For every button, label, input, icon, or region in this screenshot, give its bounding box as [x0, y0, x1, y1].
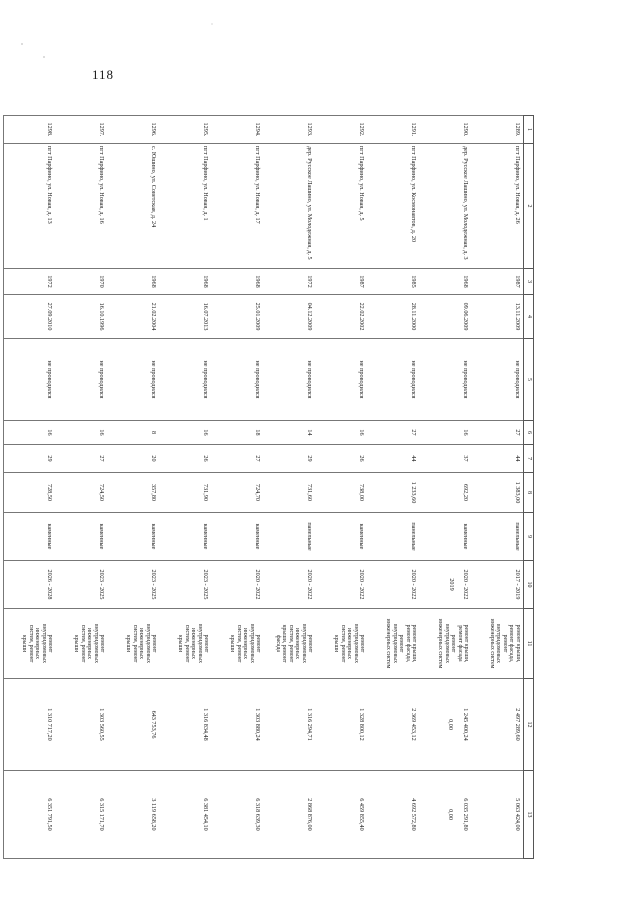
work-item: фасада: [274, 634, 281, 653]
cost-value: 1 303 560,55: [98, 708, 106, 741]
cost-value: 2 369 453,12: [410, 708, 418, 741]
works-list-cell: [264, 609, 316, 679]
work-item: инженерных: [86, 627, 93, 660]
work-item: систем, ремонт: [79, 624, 86, 663]
privatization-status-cell: не проводился: [264, 339, 316, 421]
address-cell: с. Юшино, ул. Советская, д. 24: [108, 144, 160, 269]
total-area-cell: 731,60: [264, 473, 316, 513]
flats-count-cell: 14: [264, 421, 316, 445]
wall-material-cell: панельные: [472, 513, 524, 561]
work-item: ремонт крыши,: [411, 624, 418, 663]
total-cost-cell: [56, 771, 108, 859]
work-item: ремонт: [203, 634, 210, 653]
total-cost-value: 6 459 855,40: [358, 798, 366, 831]
residents-count-cell: 26: [316, 445, 368, 473]
repair-period-cell: 2023 - 2025: [108, 561, 160, 609]
flats-count-cell: 27: [472, 421, 524, 445]
work-item: внутридомовых: [40, 623, 47, 664]
total-area-cell: 738,00: [316, 473, 368, 513]
scan-speck: [43, 56, 44, 57]
total-cost-value: [454, 773, 462, 856]
works-list-cell: [160, 609, 212, 679]
work-item: внутридомовых: [495, 623, 502, 664]
work-item: систем, ремонт: [287, 624, 294, 663]
work-item: внутридомовых: [144, 623, 151, 664]
privatization-status-cell: не проводился: [56, 339, 108, 421]
column-header-12: 12: [524, 679, 534, 771]
table-row: [264, 116, 316, 859]
work-item: внутридомовых: [443, 623, 450, 664]
total-cost-value: 6 318 639,30: [254, 798, 262, 831]
registration-date-cell: 04.12.2009: [264, 295, 316, 339]
column-header-8: 8: [524, 473, 534, 513]
work-item: ремонт крыши,: [463, 624, 470, 663]
row-number-cell: 1294.: [212, 116, 264, 144]
work-item: крыши: [125, 634, 132, 653]
work-item: инженерных: [242, 627, 249, 660]
total-cost-cell: [420, 771, 472, 859]
build-year-cell: 1968: [420, 269, 472, 295]
wall-material-cell: каменные: [212, 513, 264, 561]
address-cell: пгт Парфино, ул. Новая, д. 26: [472, 144, 524, 269]
column-header-1: 1: [524, 116, 534, 144]
total-cost-value: 6 351 791,50: [46, 798, 54, 831]
work-item: крыши: [73, 634, 80, 653]
repair-program-table: [3, 115, 534, 859]
total-cost-cell: [316, 771, 368, 859]
registration-date-cell: 16.10.1996: [56, 295, 108, 339]
residents-count-cell: 44: [368, 445, 420, 473]
repair-period-cell: 2020 - 2022: [212, 561, 264, 609]
row-number-cell: 1292.: [316, 116, 368, 144]
total-area-cell: 357,80: [108, 473, 160, 513]
work-item: инженерных: [346, 627, 353, 660]
work-item: внутридомовых: [300, 623, 307, 664]
table-row: [420, 116, 472, 859]
repair-period-cell: 2023 - 2025: [160, 561, 212, 609]
cost-value: 0,00: [447, 719, 455, 730]
work-item: крыши: [21, 634, 28, 653]
privatization-status-cell: не проводился: [368, 339, 420, 421]
registration-date-cell: 16.07.2013: [160, 295, 212, 339]
work-item: крыши: [229, 634, 236, 653]
address-cell: пгт Парфино, ул. Новая, д. 1: [160, 144, 212, 269]
header-row: [524, 116, 534, 859]
cost-value: 1 328 800,12: [358, 708, 366, 741]
column-header-6: 6: [524, 421, 534, 445]
row-number-cell: 1297.: [56, 116, 108, 144]
total-cost-cell: [4, 771, 56, 859]
column-header-4: 4: [524, 295, 534, 339]
works-list-cell: [56, 609, 108, 679]
address-cell: пгт Парфино, ул. Новая, д. 5: [316, 144, 368, 269]
residents-count-cell: 29: [4, 445, 56, 473]
row-number-cell: 1295.: [160, 116, 212, 144]
total-area-cell: 731,90: [160, 473, 212, 513]
table-row: [316, 116, 368, 859]
repair-period-line: 2020 - 2022: [462, 569, 470, 600]
row-number-cell: 1290.: [420, 116, 472, 144]
work-item: инженерных: [294, 627, 301, 660]
column-header-10: 10: [524, 561, 534, 609]
works-list-cell: [4, 609, 56, 679]
works-list-cell: [108, 609, 160, 679]
privatization-status-cell: не проводился: [212, 339, 264, 421]
table-row: [472, 116, 524, 859]
work-item: систем, ремонт: [183, 624, 190, 663]
cost-cell: [420, 679, 472, 771]
registration-date-cell: 28.11.2000: [368, 295, 420, 339]
build-year-cell: 1987: [472, 269, 524, 295]
build-year-cell: 1968: [160, 269, 212, 295]
work-item: инженерных: [138, 627, 145, 660]
cost-cell: [108, 679, 160, 771]
works-list-cell: [212, 609, 264, 679]
address-cell: пгт Парфино, ул. Новая, д. 16: [56, 144, 108, 269]
work-item: ремонт крыши,: [515, 624, 521, 663]
work-item: ремонт фасада,: [508, 624, 515, 663]
flats-count-cell: 8: [108, 421, 160, 445]
cost-value: 1 310 717,20: [46, 708, 54, 741]
row-number-cell: 1296.: [108, 116, 160, 144]
repair-period-cell: 2017 - 2019: [472, 561, 524, 609]
residents-count-cell: 44: [472, 445, 524, 473]
residents-count-cell: 26: [160, 445, 212, 473]
work-item: ремонт фасада,: [404, 624, 411, 663]
work-item: систем, ремонт: [339, 624, 346, 663]
build-year-cell: 1970: [56, 269, 108, 295]
flats-count-cell: 16: [160, 421, 212, 445]
table-row: [368, 116, 420, 859]
residents-count-cell: 29: [264, 445, 316, 473]
privatization-status-cell: не проводился: [472, 339, 524, 421]
work-item: внутридомовых: [196, 623, 203, 664]
cost-cell: [160, 679, 212, 771]
work-item: систем, ремонт: [235, 624, 242, 663]
total-cost-value: 2 868 876,00: [306, 798, 314, 831]
flats-count-cell: 16: [420, 421, 472, 445]
table-row: [212, 116, 264, 859]
work-item: ремонт: [398, 634, 405, 653]
works-list-cell: [472, 609, 524, 679]
scan-speck: [21, 43, 22, 44]
repair-period-cell: 2020 - 2022: [368, 561, 420, 609]
repair-period-line: [455, 563, 462, 606]
work-item: инженерных систем: [385, 618, 392, 669]
total-cost-value: 3 119 658,20: [150, 798, 158, 831]
build-year-cell: 1968: [212, 269, 264, 295]
work-item: ремонт: [501, 634, 508, 653]
work-item: инженерных: [34, 627, 41, 660]
registration-date-cell: 09.06.2009: [420, 295, 472, 339]
registration-date-cell: 21.02.2004: [108, 295, 160, 339]
work-item: систем, ремонт: [27, 624, 34, 663]
work-item: ремонт: [151, 634, 158, 653]
work-item: крыши: [333, 634, 340, 653]
rotated-table-container: [21, 115, 534, 858]
total-cost-cell: [368, 771, 420, 859]
privatization-status-cell: не проводился: [108, 339, 160, 421]
total-area-cell: 1 383,00: [472, 473, 524, 513]
table-row: [4, 116, 56, 859]
flats-count-cell: 27: [368, 421, 420, 445]
address-cell: пгт Парфино, ул. Космонавтов, д. 20: [368, 144, 420, 269]
address-cell: пгт Парфино, ул. Новая, д. 17: [212, 144, 264, 269]
table-body: [4, 116, 524, 859]
work-item: ремонт: [255, 634, 262, 653]
cost-cell: [264, 679, 316, 771]
registration-date-cell: 25.01.2009: [212, 295, 264, 339]
page-number: 118: [92, 67, 115, 82]
work-item: внутридомовых: [248, 623, 255, 664]
column-header-7: 7: [524, 445, 534, 473]
work-item: ремонт: [99, 634, 106, 653]
total-cost-cell: [264, 771, 316, 859]
total-area-cell: 724,70: [212, 473, 264, 513]
cost-value: 643 753,76: [150, 710, 158, 739]
cost-value: 1 316 834,48: [202, 708, 210, 741]
total-cost-value: 5 063 424,00: [514, 798, 521, 831]
total-area-cell: 1 233,60: [368, 473, 420, 513]
rotated-page-area: [21, 115, 534, 858]
wall-material-cell: каменные: [316, 513, 368, 561]
privatization-status-cell: не проводился: [316, 339, 368, 421]
column-header-5: 5: [524, 339, 534, 421]
build-year-cell: 1968: [108, 269, 160, 295]
cost-value: 1 316 294,71: [306, 708, 314, 741]
total-cost-cell: [472, 771, 524, 859]
cost-cell: [316, 679, 368, 771]
total-cost-value: 4 692 572,80: [410, 798, 418, 831]
build-year-cell: 1972: [4, 269, 56, 295]
residents-count-cell: 27: [56, 445, 108, 473]
total-cost-value: 0,00: [447, 809, 455, 820]
build-year-cell: 1987: [316, 269, 368, 295]
wall-material-cell: каменные: [420, 513, 472, 561]
flats-count-cell: 16: [4, 421, 56, 445]
flats-count-cell: 18: [212, 421, 264, 445]
address-cell: пгт Парфино, ул. Новая, д. 13: [4, 144, 56, 269]
address-cell: дер. Русское Лашино, ул. Молодежная, д. 3: [420, 144, 472, 269]
wall-material-cell: каменные: [160, 513, 212, 561]
privatization-status-cell: не проводился: [420, 339, 472, 421]
work-item: крыши: [177, 634, 184, 653]
row-number-cell: 1289.: [472, 116, 524, 144]
cost-cell: [472, 679, 524, 771]
row-number-cell: 1293.: [264, 116, 316, 144]
work-item: систем, ремонт: [131, 624, 138, 663]
table-row: [108, 116, 160, 859]
work-item: инженерных систем: [488, 618, 495, 669]
table-row: [160, 116, 212, 859]
cost-cell: [368, 679, 420, 771]
residents-count-cell: 37: [420, 445, 472, 473]
work-item: ремонт: [47, 634, 54, 653]
repair-period-line: 2019: [448, 578, 456, 591]
total-cost-value: 6 381 454,10: [202, 798, 210, 831]
total-area-cell: 724,50: [56, 473, 108, 513]
column-header-11: 11: [524, 609, 534, 679]
total-cost-cell: [108, 771, 160, 859]
residents-count-cell: 20: [108, 445, 160, 473]
row-number-cell: 1298.: [4, 116, 56, 144]
work-item: ремонт: [450, 634, 457, 653]
build-year-cell: 1972: [264, 269, 316, 295]
repair-period-cell: [420, 561, 472, 609]
table-row: [56, 116, 108, 859]
privatization-status-cell: не проводился: [160, 339, 212, 421]
address-cell: дер. Русское Лашино, ул. Молодежная, д. 5: [264, 144, 316, 269]
flats-count-cell: 16: [316, 421, 368, 445]
scan-speck: [212, 24, 213, 25]
column-header-3: 3: [524, 269, 534, 295]
work-item: внутридомовых: [352, 623, 359, 664]
cost-cell: [4, 679, 56, 771]
column-header-13: 13: [524, 771, 534, 859]
build-year-cell: 1985: [368, 269, 420, 295]
registration-date-cell: 22.02.2002: [316, 295, 368, 339]
total-area-cell: 692,20: [420, 473, 472, 513]
cost-cell: [56, 679, 108, 771]
cost-value: 2 497 289,60: [514, 708, 521, 741]
registration-date-cell: 27.09.2010: [4, 295, 56, 339]
wall-material-cell: каменные: [4, 513, 56, 561]
total-cost-value: 6 035 291,80: [462, 798, 470, 831]
repair-period-cell: 2020 - 2022: [316, 561, 368, 609]
work-item: крыши, ремонт: [281, 624, 288, 663]
cost-value: 1 303 880,24: [254, 708, 262, 741]
registration-date-cell: 13.11.2009: [472, 295, 524, 339]
work-item: ремонт: [307, 634, 314, 653]
work-item: внутридомовых: [92, 623, 99, 664]
residents-count-cell: 27: [212, 445, 264, 473]
total-cost-cell: [212, 771, 264, 859]
column-header-2: 2: [524, 144, 534, 269]
repair-period-cell: 2020 - 2022: [264, 561, 316, 609]
privatization-status-cell: не проводился: [4, 339, 56, 421]
works-list-cell: [368, 609, 420, 679]
works-list-cell: [420, 609, 472, 679]
wall-material-cell: каменные: [56, 513, 108, 561]
wall-material-cell: панельные: [368, 513, 420, 561]
total-cost-cell: [160, 771, 212, 859]
works-list-cell: [316, 609, 368, 679]
column-header-9: 9: [524, 513, 534, 561]
repair-period-cell: 2026 - 2028: [4, 561, 56, 609]
total-cost-value: 6 315 171,70: [98, 798, 106, 831]
wall-material-cell: панельные: [264, 513, 316, 561]
work-item: инженерных: [190, 627, 197, 660]
flats-count-cell: 16: [56, 421, 108, 445]
work-item: ремонт: [359, 634, 366, 653]
work-item: внутридомовых: [391, 623, 398, 664]
wall-material-cell: каменные: [108, 513, 160, 561]
repair-period-cell: 2023 - 2025: [56, 561, 108, 609]
row-number-cell: 1291.: [368, 116, 420, 144]
cost-value: 1 245 400,24: [462, 708, 470, 741]
total-area-cell: 728,50: [4, 473, 56, 513]
work-item: ремонт фасада: [456, 625, 463, 662]
cost-value: [454, 681, 462, 768]
cost-cell: [212, 679, 264, 771]
work-item: инженерных систем: [437, 618, 444, 669]
